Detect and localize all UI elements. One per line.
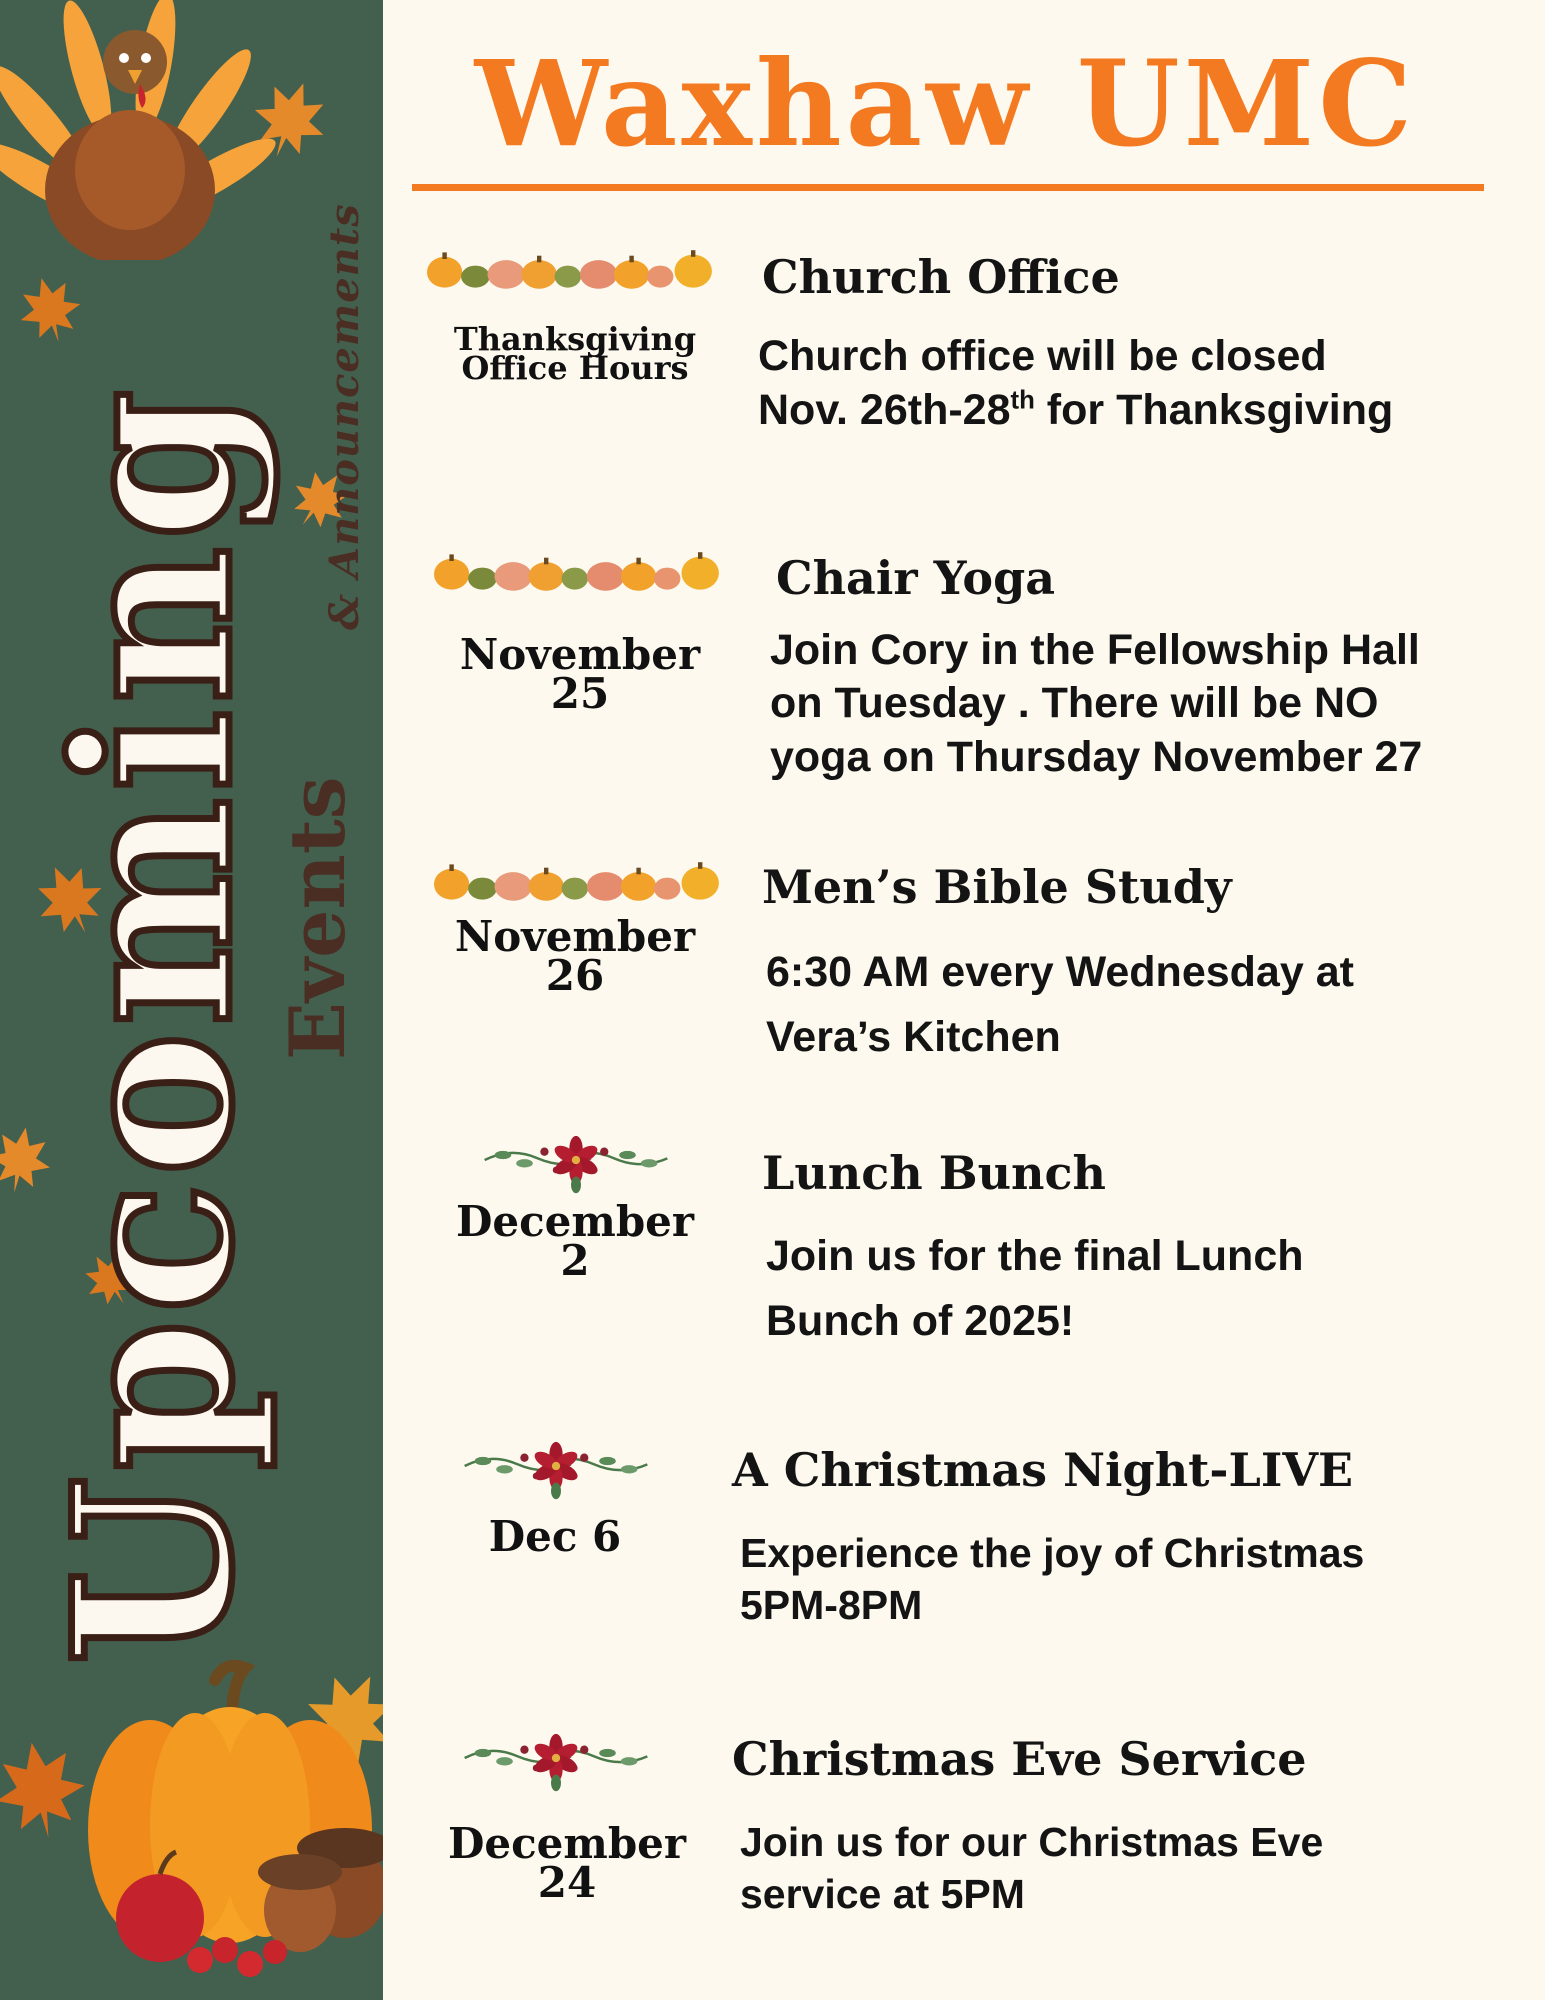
poinsettia-icon — [458, 1434, 654, 1508]
event-description: Join Cory in the Fellowship Hall on Tuesday . There will be NO yoga on Thursday November 27 — [770, 626, 1423, 781]
announcements-subheading: & Announcements — [321, 203, 368, 630]
pumpkin-row-icon — [425, 248, 715, 292]
event-description: Church office will be closed Nov. 26th-28th for Thanksgiving — [758, 332, 1394, 434]
title-underline — [412, 184, 1484, 191]
event-title: Christmas Eve Service — [732, 1732, 1307, 1786]
event-title: A Christmas Night-LIVE — [732, 1443, 1354, 1497]
poinsettia-icon — [478, 1128, 674, 1202]
harvest-illustration — [0, 1660, 383, 2000]
sidebar-banner — [0, 0, 383, 2000]
event-date: November 25 — [459, 630, 701, 718]
event-title: Chair Yoga — [776, 551, 1056, 605]
event-description: Experience the joy of Christmas 5PM-8PM — [740, 1530, 1365, 1629]
event-description: Join us for our Christmas Eve service at 5PM — [740, 1819, 1324, 1918]
event-date: December 2 — [455, 1197, 695, 1285]
page-title: Waxhaw UMC — [474, 34, 1417, 173]
pumpkin-row-icon — [432, 860, 722, 904]
event-title: Men’s Bible Study — [762, 860, 1232, 914]
event-title: Lunch Bunch — [762, 1146, 1106, 1200]
event-description: Join us for the final Lunch Bunch of 2025! — [766, 1232, 1304, 1345]
event-date: November 26 — [454, 912, 696, 1000]
event-title: Church Office — [762, 250, 1120, 304]
poinsettia-icon — [458, 1726, 654, 1800]
event-date: Thanksgiving Office Hours — [453, 320, 697, 388]
upcoming-heading: Upcoming — [26, 383, 280, 1665]
event-date: December 24 — [447, 1819, 687, 1907]
event-description: 6:30 AM every Wednesday at Vera’s Kitchen — [766, 948, 1354, 1061]
events-subheading: Events — [273, 776, 362, 1060]
pumpkin-row-icon — [432, 550, 722, 594]
event-date: Dec 6 — [488, 1512, 622, 1561]
